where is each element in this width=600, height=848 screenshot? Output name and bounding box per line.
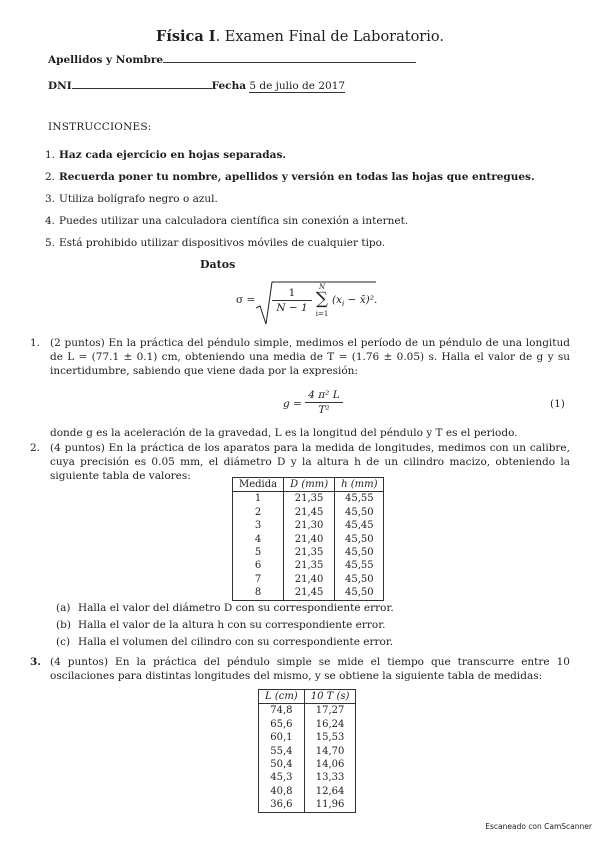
table-cell: 21,40: [284, 573, 335, 586]
table-cell: 45,55: [335, 492, 384, 506]
eq-den: T²: [318, 404, 330, 416]
table-row: [233, 519, 384, 532]
sum-lower: i=1: [315, 310, 329, 318]
equation-1: [283, 388, 363, 422]
instructions-list: [45, 149, 570, 259]
table-cell: 15,53: [304, 731, 356, 744]
fecha-label: Fecha: [211, 80, 247, 92]
table-cell: 21,35: [284, 492, 335, 506]
problem-1: 1. (2 puntos) En la práctica del péndulo simple, medimos el período de un péndulo de una longitud de L = (77.1 ± 0.1) cm, obteniendo una media de T = (1.76 ± 0.05) s. Halla el valor de g y su incertidumbre, sabiendo que viene dada por la expresión:: [30, 337, 570, 377]
table-row: [259, 785, 356, 798]
table-calibre: [232, 477, 384, 601]
subitem-b: (b) Halla el valor de la altura h con su correspondiente error.: [56, 619, 386, 631]
table-cell: 45,3: [270, 772, 293, 784]
name-blank-line[interactable]: [163, 51, 416, 63]
frac-num: 1: [272, 287, 312, 301]
table-cell: 60,1: [270, 732, 293, 744]
sum-upper: N: [318, 283, 326, 291]
table-cell: 21,45: [284, 506, 335, 519]
table-row: [233, 573, 384, 586]
table-pendulo: [258, 689, 356, 813]
table-cell: 4: [254, 533, 262, 545]
instruction-item: 1. Haz cada ejercicio en hojas separadas.: [45, 149, 287, 161]
table-cell: 3: [254, 520, 262, 532]
instruction-item: 2. Recuerda poner tu nombre, apellidos y versión en todas las hojas que entregues.: [45, 171, 535, 183]
table-row: [233, 546, 384, 559]
table-cell: 65,6: [270, 718, 293, 730]
table-row: [233, 559, 384, 572]
dni-label: DNI: [48, 80, 72, 92]
name-field-row: [48, 51, 416, 68]
table-header-row: L (cm) 10 T (s): [259, 690, 356, 704]
table-cell: 55,4: [270, 745, 293, 757]
table-cell: 36,6: [270, 799, 293, 811]
problem-1-text: (2 puntos) En la práctica del péndulo simple, medimos el período de un péndulo de una longitud de L = (77.1 ± 0.1) cm, obteniendo una media de T = (1.76 ± 0.05) s. Halla el valor de g y su incertidumbre, sabiendo que viene dada por la expresión:: [50, 337, 570, 377]
table-cell: 45,55: [335, 559, 384, 572]
table-row: [233, 492, 384, 506]
table-cell: 2: [254, 506, 262, 518]
table-cell: 14,06: [304, 758, 356, 771]
table-cell: 50,4: [270, 759, 293, 771]
table-cell: 45,50: [335, 546, 384, 559]
table-row: [233, 506, 384, 519]
table-cell: 13,33: [304, 771, 356, 784]
table-cell: 45,45: [335, 519, 384, 532]
instruction-item: 4. Puedes utilizar una calculadora científica sin conexión a internet.: [45, 215, 409, 227]
table-cell: 17,27: [304, 704, 356, 718]
table-cell: 21,45: [284, 586, 335, 600]
table-cell: 45,50: [335, 573, 384, 586]
table-cell: 21,30: [284, 519, 335, 532]
sigma-lhs: σ =: [236, 294, 256, 306]
table-cell: 8: [254, 587, 262, 599]
instruction-item: 3. Utiliza bolígrafo negro o azul.: [45, 193, 218, 205]
table-cell: 21,40: [284, 533, 335, 546]
table-cell: 1: [254, 493, 262, 505]
dni-blank-line[interactable]: [72, 77, 212, 89]
table-row: [259, 758, 356, 771]
table-cell: 45,50: [335, 506, 384, 519]
dni-fecha-row: [48, 77, 345, 94]
subitem-c: (c) Halla el volumen del cilindro con su correspondiente error.: [56, 636, 394, 648]
table-cell: 45,50: [335, 533, 384, 546]
eq-fraction: [305, 388, 343, 418]
table-cell: 40,8: [270, 785, 293, 797]
problem-2: 2. (4 puntos) En la práctica de los aparatos para la medida de longitudes, medimos con un calibre, cuya precisión es 0.05 mm, el diámetro D y la altura h de un cilindro macizo, obteniendo la siguiente tabla de valores:: [30, 442, 570, 482]
table-row: [259, 704, 356, 718]
table-row: [233, 586, 384, 600]
table-cell: 45,50: [335, 586, 384, 600]
table-cell: 21,35: [284, 559, 335, 572]
datos-heading: Datos: [200, 258, 236, 271]
title-rest: . Examen Final de Laboratorio.: [215, 29, 444, 45]
sum-term: ($x_i$ − x̄)².: [332, 294, 378, 309]
table-row: [259, 718, 356, 731]
table-cell: 6: [254, 560, 262, 572]
problem-2-text: (4 puntos) En la práctica de los aparatos para la medida de longitudes, medimos con un calibre, cuya precisión es 0.05 mm, el diámetro D y la altura h de un cilindro macizo, obteniendo la siguiente tabla de valores:: [50, 442, 570, 482]
problem-3: 3. (4 puntos) En la práctica del péndulo simple se mide el tiempo que transcurre entre 10 oscilaciones para distintas longitudes del mismo, y se obtiene la siguiente tabla de medidas:: [30, 656, 570, 682]
eq-tag: (1): [550, 398, 565, 410]
scanner-watermark: Escaneado con CamScanner: [485, 822, 592, 832]
table-row: [259, 798, 356, 812]
table-cell: 5: [254, 547, 262, 559]
problem-1-after: donde g es la aceleración de la gravedad, L es la longitud del péndulo y T es el periodo.: [50, 427, 518, 439]
table-cell: 74,8: [270, 705, 293, 717]
table-cell: 7: [254, 573, 262, 585]
table-cell: 12,64: [304, 785, 356, 798]
sum-sign: ∑: [315, 289, 329, 309]
eq-num: 4 π² L: [305, 388, 343, 403]
fraction-1-over-n: [272, 287, 312, 315]
instructions-heading: INSTRUCCIONES:: [48, 121, 152, 133]
frac-den: N − 1: [276, 302, 308, 314]
table-row: [259, 745, 356, 758]
table-header-row: Medida D (mm) h (mm): [233, 478, 384, 492]
title-bold: Física I: [156, 28, 216, 45]
table-cell: 11,96: [304, 798, 356, 812]
problem-3-text: (4 puntos) En la práctica del péndulo simple se mide el tiempo que transcurre entre 10 oscilaciones para distintas longitudes del mismo, y se obtiene la siguiente tabla de medidas:: [50, 656, 570, 682]
instruction-item: 5. Está prohibido utilizar dispositivos móviles de cualquier tipo.: [45, 237, 386, 249]
eq-lhs: g =: [283, 398, 302, 410]
page-title: [0, 27, 600, 47]
table-row: [259, 731, 356, 744]
table-cell: 14,70: [304, 745, 356, 758]
table-cell: 21,35: [284, 546, 335, 559]
table-row: [259, 771, 356, 784]
table-cell: 16,24: [304, 718, 356, 731]
subitem-a: (a) Halla el valor del diámetro D con su correspondiente error.: [56, 602, 394, 614]
table-row: [233, 533, 384, 546]
name-label: Apellidos y Nombre: [48, 54, 164, 66]
fecha-value: 5 de julio de 2017: [249, 80, 346, 92]
sigma-formula: [236, 280, 376, 326]
